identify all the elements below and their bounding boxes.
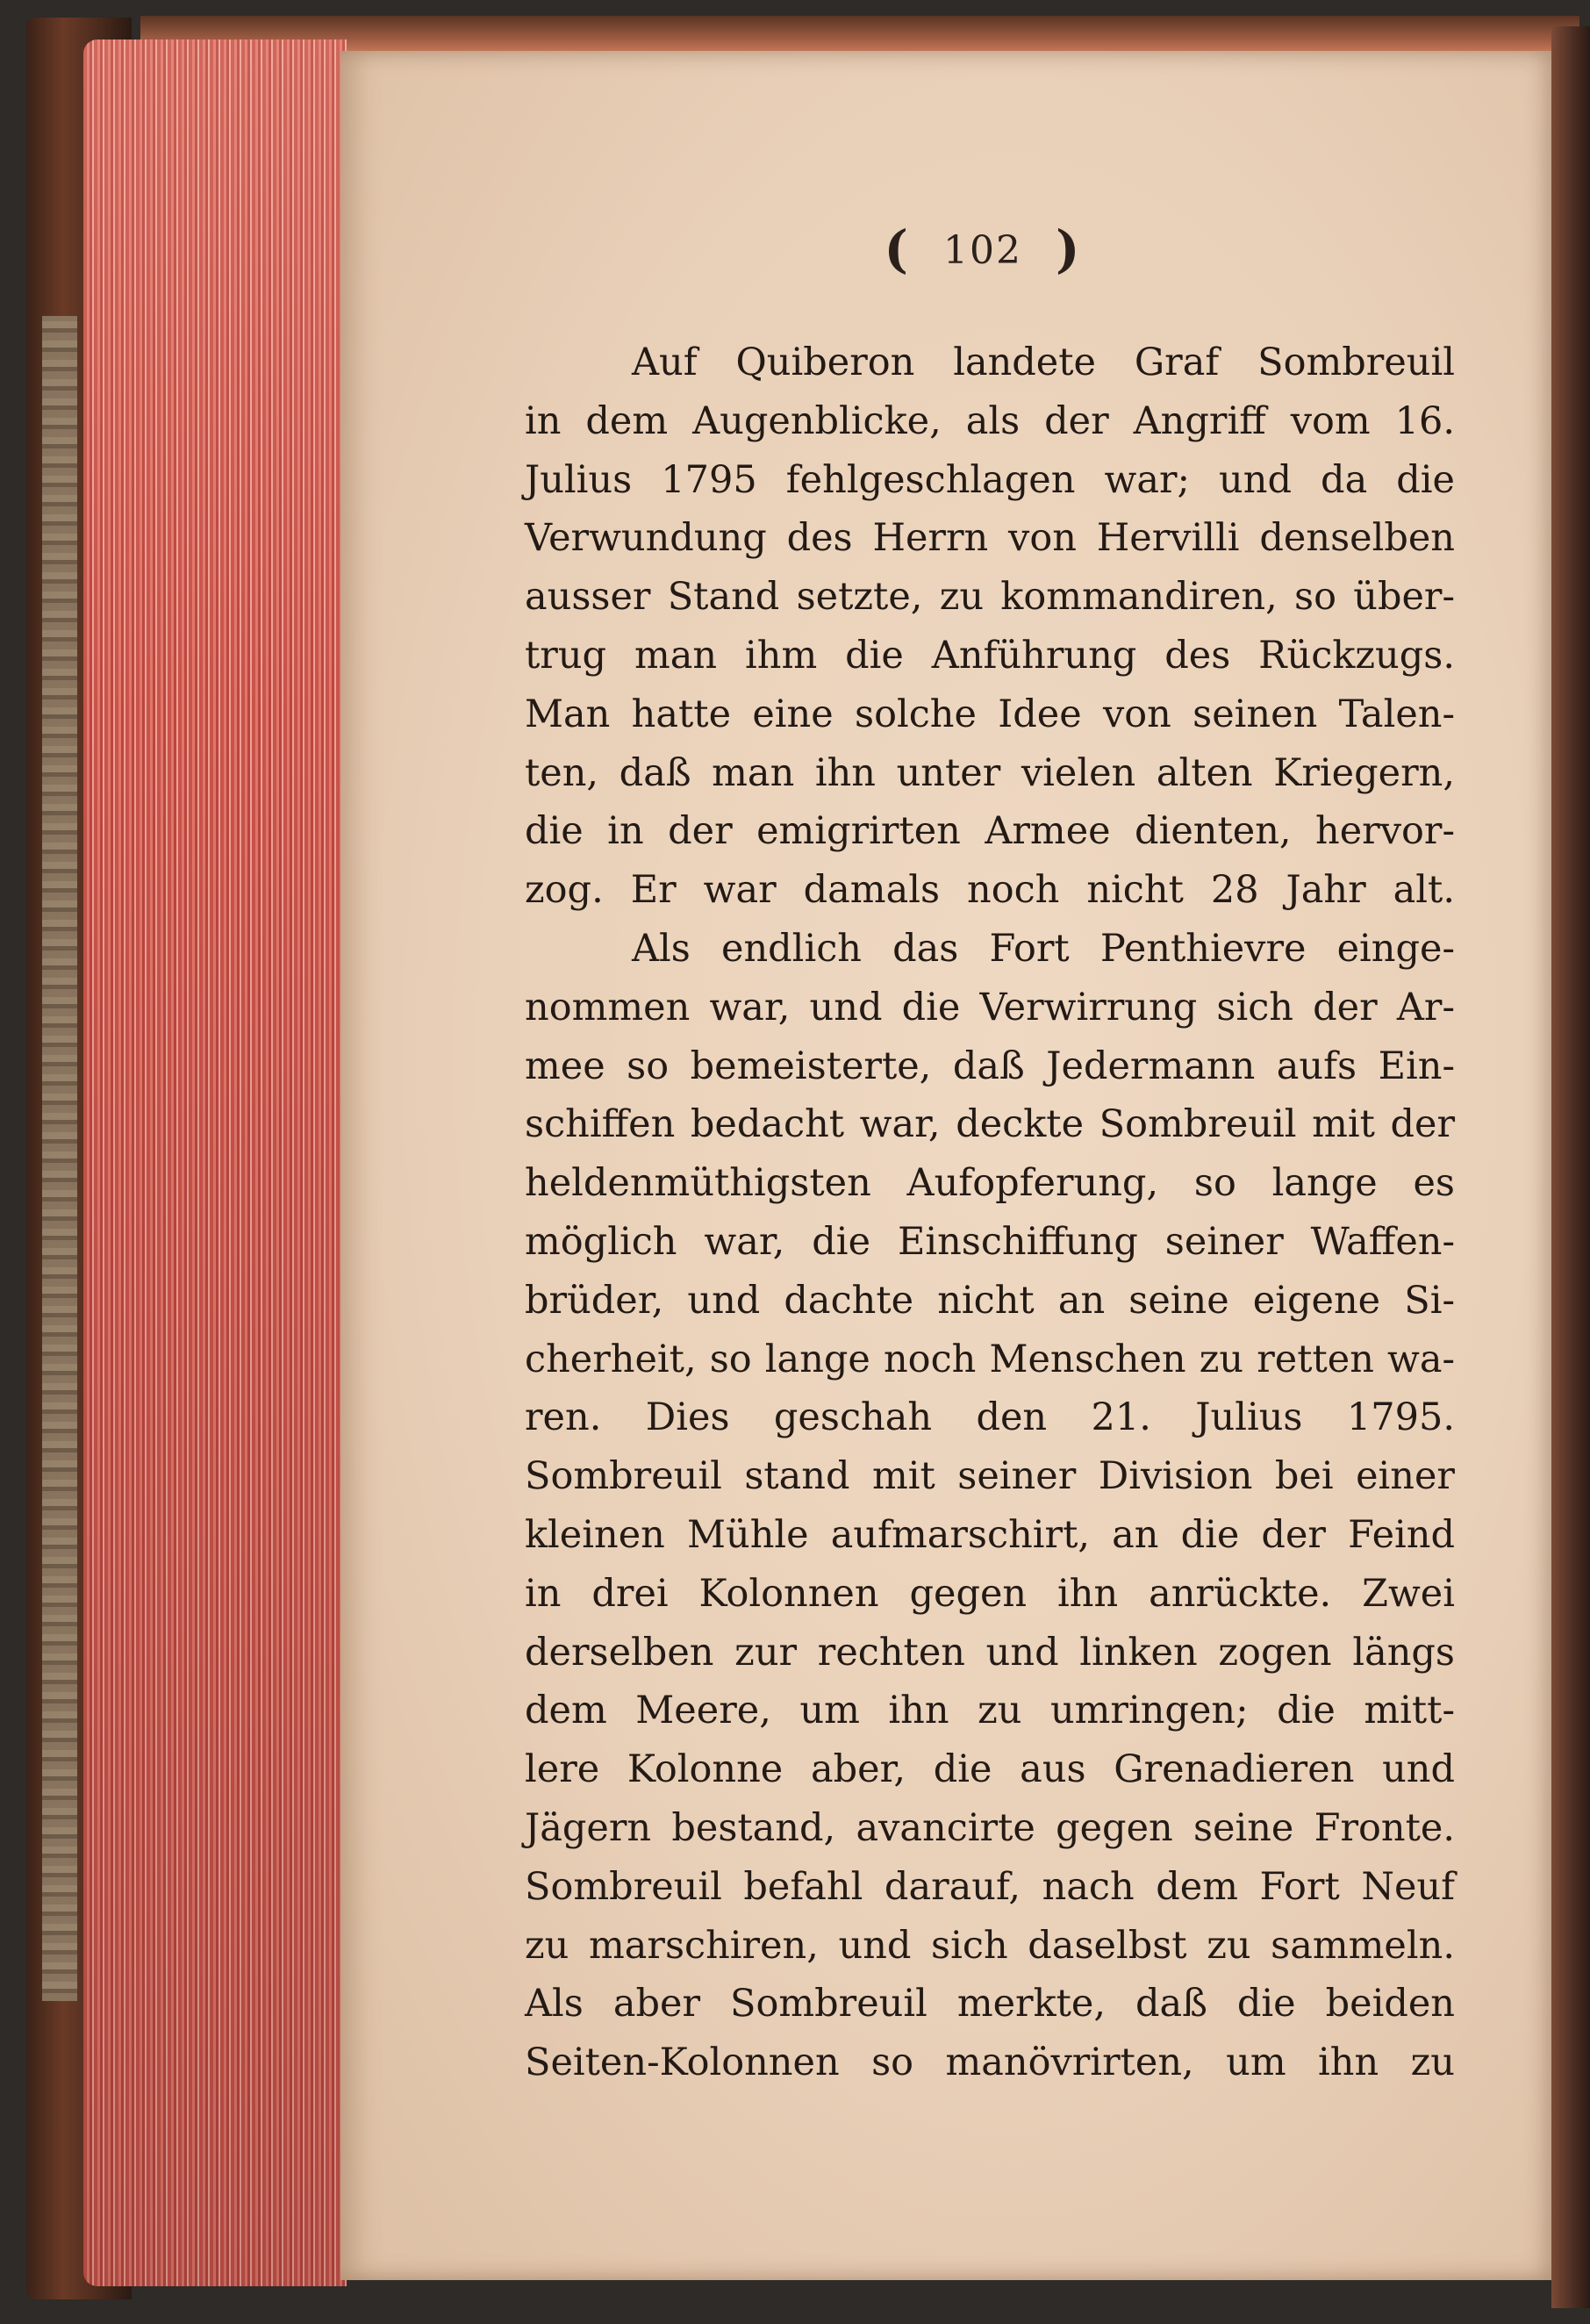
page-edges-shading: [83, 39, 347, 2286]
text-line: Julius 1795 fehlgeschlagen war; und da die: [525, 457, 1455, 502]
text-line: Als aber Sombreuil merkte, daß die beiden: [525, 1982, 1455, 2026]
text-line: dem Meere, um ihn zu umringen; die mitt-: [525, 1689, 1455, 1733]
text-line: die in der emigrirten Armee dienten, hervor-: [525, 809, 1455, 854]
text-line: zu marschiren, und sich daselbst zu sammeln.: [525, 1923, 1455, 1968]
text-line: Verwundung des Herrn von Hervilli denselben: [525, 516, 1455, 561]
text-line: Sombreuil stand mit seiner Division bei einer: [525, 1454, 1455, 1499]
book-top-edge: [140, 16, 1579, 53]
text-line: schiffen bedacht war, deckte Sombreuil mit der: [525, 1102, 1455, 1147]
text-line: ausser Stand setzte, zu kommandiren, so über-: [525, 575, 1455, 620]
text-line: brüder, und dachte nicht an seine eigene Si-: [525, 1278, 1455, 1323]
text-line: nommen war, und die Verwirrung sich der Ar-: [525, 985, 1455, 1029]
book-right-edge: [1551, 26, 1590, 2308]
text-line: zog. Er war damals noch nicht 28 Jahr alt.: [525, 868, 1455, 913]
header-close-bracket: ): [1055, 219, 1082, 279]
text-line: in drei Kolonnen gegen ihn anrückte. Zwei: [525, 1571, 1455, 1616]
text-line: Man hatte eine solche Idee von seinen Talen-: [525, 692, 1455, 736]
text-line: lere Kolonne aber, die aus Grenadieren und: [525, 1747, 1455, 1792]
text-line: heldenmüthigsten Aufopferung, so lange es: [525, 1161, 1455, 1206]
page-header: [842, 219, 1123, 279]
text-line: cherheit, so lange noch Menschen zu retten wa-: [525, 1337, 1455, 1381]
page-number: 102: [943, 228, 1022, 273]
text-line: in dem Augenblicke, als der Angriff vom 16.: [525, 398, 1455, 443]
text-line: trug man ihm die Anführung des Rückzugs.: [525, 633, 1455, 678]
text-line: Als endlich das Fort Penthievre einge-: [632, 926, 1455, 971]
text-line: derselben zur rechten und linken zogen längs: [525, 1630, 1455, 1675]
text-line: Seiten-Kolonnen so manövrirten, um ihn zu: [525, 2041, 1455, 2085]
header-open-bracket: (: [884, 219, 910, 279]
text-line: Auf Quiberon landete Graf Sombreuil: [632, 341, 1455, 384]
text-line: möglich war, die Einschiffung seiner Waffen-: [525, 1219, 1455, 1264]
cover-board-edge: [42, 316, 77, 2001]
text-line: ten, daß man ihn unter vielen alten Kriegern,: [525, 750, 1455, 795]
text-line: ren. Dies geschah den 21. Julius 1795.: [525, 1395, 1455, 1440]
body-text: [525, 334, 1455, 2092]
text-line: Jägern bestand, avancirte gegen seine Fronte.: [525, 1805, 1455, 1850]
text-line: Sombreuil befahl darauf, nach dem Fort Neuf: [525, 1864, 1455, 1909]
text-line: kleinen Mühle aufmarschirt, an die der Feind: [525, 1512, 1455, 1557]
text-line: mee so bemeisterte, daß Jedermann aufs Ein-: [525, 1044, 1455, 1088]
